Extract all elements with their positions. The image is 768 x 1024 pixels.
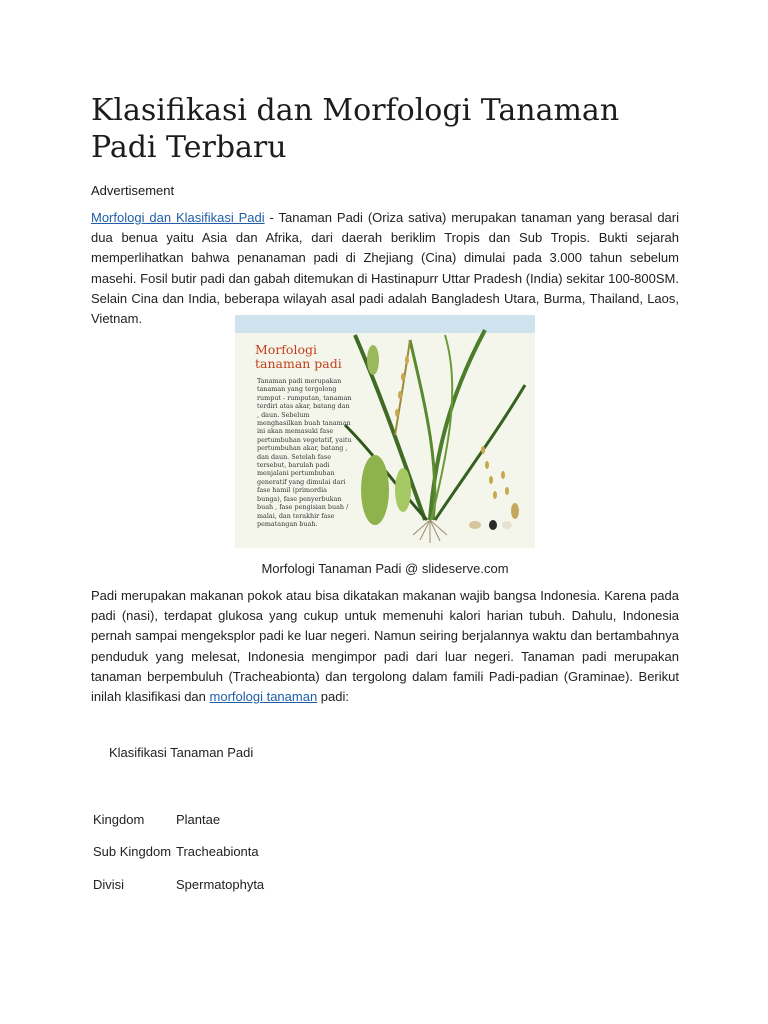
classification-row [93,877,264,892]
intro-paragraph [91,208,679,329]
row-key: Kingdom [93,812,145,827]
body-paragraph [91,586,679,707]
row-key: Divisi [93,877,125,892]
row-value: Spermatophyta [176,877,265,892]
figure-text-panel [235,315,353,548]
classification-heading: Klasifikasi Tanaman Padi [109,745,254,760]
body-text: Padi merupakan makanan pokok atau bisa dikatakan makanan wajib bangsa Indonesia. Karena pada padi (nasi), terdapat glukosa yang cukup untuk memenuhi kalori harian tubuh. Dahulu, Indonesia pernah sampai mengeksplor padi ke luar negeri. Namun seiring berjalannya waktu dan bertambahnya penduduk yang melesat, Indonesia mengimpor padi dari luar negeri. Tanaman padi merupakan tanaman berpembuluh (Tracheabionta) dan tergolong dalam famili Padi-padian (Graminae). Berikut inilah klasifikasi dan [91,588,679,705]
classification-row [93,812,220,827]
rice-morphology-figure [235,315,535,548]
morfologi-tanaman-link[interactable]: morfologi tanaman [209,689,318,705]
row-key: Sub Kingdom [93,844,172,859]
page-title: Klasifikasi dan Morfologi Tanaman Padi Terbaru [91,93,620,165]
advertisement-label: Advertisement [91,183,175,198]
intro-text: - Tanaman Padi (Oriza sativa) merupakan tanaman yang berasal dari dua benua yaitu Asia dan Afrika, dari daerah beriklim Tropis dan Sub Tropis. Bukti sejarah memperlihatkan bahwa penanaman padi di Zhejiang (Cina) dimulai pada 3.000 tahun sebelum masehi. Fosil butir padi dan gabah ditemukan di Hastinapurr Uttar Pradesh (India) sekitar 100-800SM. Selain Cina dan India, beberapa wilayah asal padi adalah Bangladesh Utara, Burma, Thailand, Laos, Vietnam. [91,210,679,327]
row-value: Plantae [176,812,221,827]
row-value: Tracheabionta [176,844,259,859]
body-tail: padi: [317,689,349,705]
morfologi-klasifikasi-link[interactable]: Morfologi dan Klasifikasi Padi [91,210,265,225]
figure-text: Tanaman padi merupakan tanaman yang tergolong rumput - rumputan, tanaman terdiri atas akar, batang dan , daun. Sebelum menghasilkan buah tanaman ini akan memasuki fase pertumbuhan vegetatif, yaitu pertumbuhan akar, batang , dan daun. Setelah fase tersebut, barulah padi menjalani pertumbuhan generatif yang dimulai dari fase hamil (primordia bunga), fase penyerbukan buah , fase pengisian buah / malai, dan terakhir fase pematangan buah. [257,377,352,528]
figure-caption: Morfologi Tanaman Padi @ slideserve.com [261,561,509,576]
classification-row [93,844,259,859]
figure-title: Morfologi tanaman padi [255,342,342,371]
